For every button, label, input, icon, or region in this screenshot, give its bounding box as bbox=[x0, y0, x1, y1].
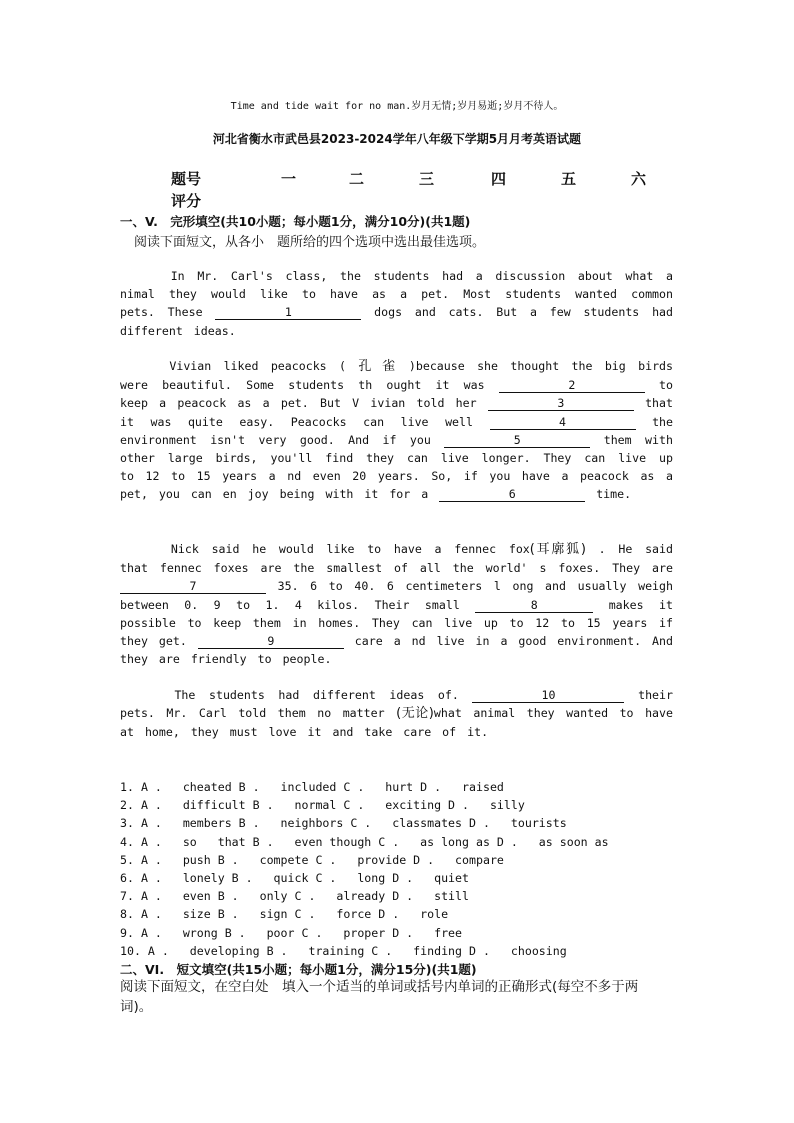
para2-chinese-gloss: 孔 雀 bbox=[358, 359, 397, 374]
blank-5[interactable]: 5 bbox=[444, 433, 590, 448]
para4-text-b: their pets. Mr. Carl told them no matter bbox=[120, 688, 673, 721]
score-col-6: 六 bbox=[631, 170, 647, 188]
option-row: 1. A . cheated B . included C . hurt D . raised bbox=[120, 780, 504, 794]
option-row: 9. A . wrong B . poor C . proper D . free bbox=[120, 925, 463, 940]
para1-text-a: In Mr. Carl's class, the students had a discussion about what a nimal they would like to have as a pet. Most students wanted common pets. These bbox=[120, 269, 674, 320]
score-col-1: 一 bbox=[281, 170, 297, 188]
para3-text-a: Nick said he would like to have a fennec fox bbox=[170, 542, 530, 556]
para3-text-c: 35. 6 to 40. 6 centimeters l ong and usually weigh between 0. 9 to 1. 4 kilos. Their small bbox=[120, 579, 673, 612]
blank-10[interactable]: 10 bbox=[472, 688, 624, 703]
option-row: 3. A . members B . neighbors C . classmates D . tourists bbox=[120, 816, 567, 831]
score-row-label: 评分 bbox=[171, 192, 202, 210]
score-col-3: 三 bbox=[419, 170, 435, 188]
section-1-heading: 一、V. 完形填空(共10小题；每小题1分，满分10分)(共1题) bbox=[120, 214, 471, 229]
motto-line: Time and tide wait for no man.岁月无情;岁月易逝;岁月不待人。 bbox=[230, 101, 564, 112]
para1-text-b: dogs and cats. But a few students had different ideas. bbox=[120, 305, 674, 338]
blank-6[interactable]: 6 bbox=[439, 487, 585, 502]
para4-chinese-gloss: (无论) bbox=[396, 706, 434, 722]
para4-text-a: The students had different ideas of. bbox=[174, 688, 459, 702]
option-row: 5. A . push B . compete C . provide D . compare bbox=[120, 852, 504, 867]
option-row: 7. A . even B . only C . already D . still bbox=[120, 889, 470, 904]
para2-text-a: Vivian liked peacocks ( bbox=[169, 359, 346, 373]
para3-text-e: care a nd live in a good environment. And they are friendly to people. bbox=[120, 634, 673, 667]
passage-paragraph-2 bbox=[120, 357, 673, 504]
exam-title: 河北省衡水市武邑县2023-2024学年八年级下学期5月月考英语试题 bbox=[212, 132, 582, 146]
para4-text-c: what animal they wanted to have at home, they must love it and take care of it. bbox=[120, 706, 673, 740]
blank-3[interactable]: 3 bbox=[488, 396, 634, 411]
para2-text-f: them with other large birds, you'll find they can live longer. They can live up to 12 to 15 years a nd even 20 years. So, if you have a peacock as a pet, you can en joy being with it for a bbox=[120, 432, 673, 502]
blank-7[interactable]: 7 bbox=[120, 579, 266, 594]
blank-1[interactable]: 1 bbox=[215, 305, 361, 320]
score-col-5: 五 bbox=[561, 170, 577, 188]
para3-chinese-gloss: (耳廓狐) bbox=[529, 542, 586, 557]
option-row: 6. A . lonely B . quick C . long D . quiet bbox=[120, 871, 470, 886]
blank-8[interactable]: 8 bbox=[475, 598, 593, 613]
section-2-heading: 二、VI. 短文填空(共15小题；每小题1分，满分15分)(共1题) bbox=[120, 962, 477, 977]
section-1-instruction: 阅读下面短文，从各小 题所给的四个选项中选出最佳选项。 bbox=[134, 235, 486, 250]
blank-9[interactable]: 9 bbox=[198, 634, 344, 649]
option-row: 4. A . so that B . even though C . as long as D . as soon as bbox=[120, 834, 609, 849]
para3-text-b: . He said that fennec foxes are the smallest of all the world' s foxes. They are bbox=[120, 542, 673, 576]
score-col-2: 二 bbox=[349, 170, 365, 188]
passage-paragraph-4 bbox=[120, 686, 673, 742]
para2-text-d: that it was quite easy. Peacocks can live well bbox=[120, 396, 673, 429]
para2-text-b: )because she thought the big birds were beautiful. Some students th ought it was bbox=[120, 359, 674, 393]
section-2-instruction: 阅读下面短文，在空白处 填入一个适当的单词或括号内单词的正确形式(每空不多于两词)。 bbox=[120, 979, 639, 1015]
passage-paragraph-3 bbox=[120, 540, 673, 668]
blank-2[interactable]: 2 bbox=[499, 378, 645, 393]
option-row: 2. A . difficult B . normal C . exciting D . silly bbox=[120, 798, 525, 813]
score-table-label: 题号 bbox=[171, 170, 202, 188]
options-list bbox=[120, 778, 609, 960]
para3-text-d: makes it possible to keep them in homes. They can live up to 12 to 15 years if they get. bbox=[120, 597, 673, 649]
blank-4[interactable]: 4 bbox=[490, 415, 636, 430]
option-row: 10. A . developing B . training C . finding D . choosing bbox=[120, 943, 567, 958]
passage-paragraph-1 bbox=[120, 267, 673, 340]
para2-text-e: the environment isn't very good. And if you bbox=[120, 414, 674, 447]
option-row: 8. A . size B . sign C . force D . role bbox=[120, 907, 449, 922]
para2-text-c: to keep a peacock as a pet. But V ivian told her bbox=[120, 378, 673, 411]
para2-text-g: time. bbox=[596, 487, 632, 502]
score-col-4: 四 bbox=[491, 170, 507, 188]
